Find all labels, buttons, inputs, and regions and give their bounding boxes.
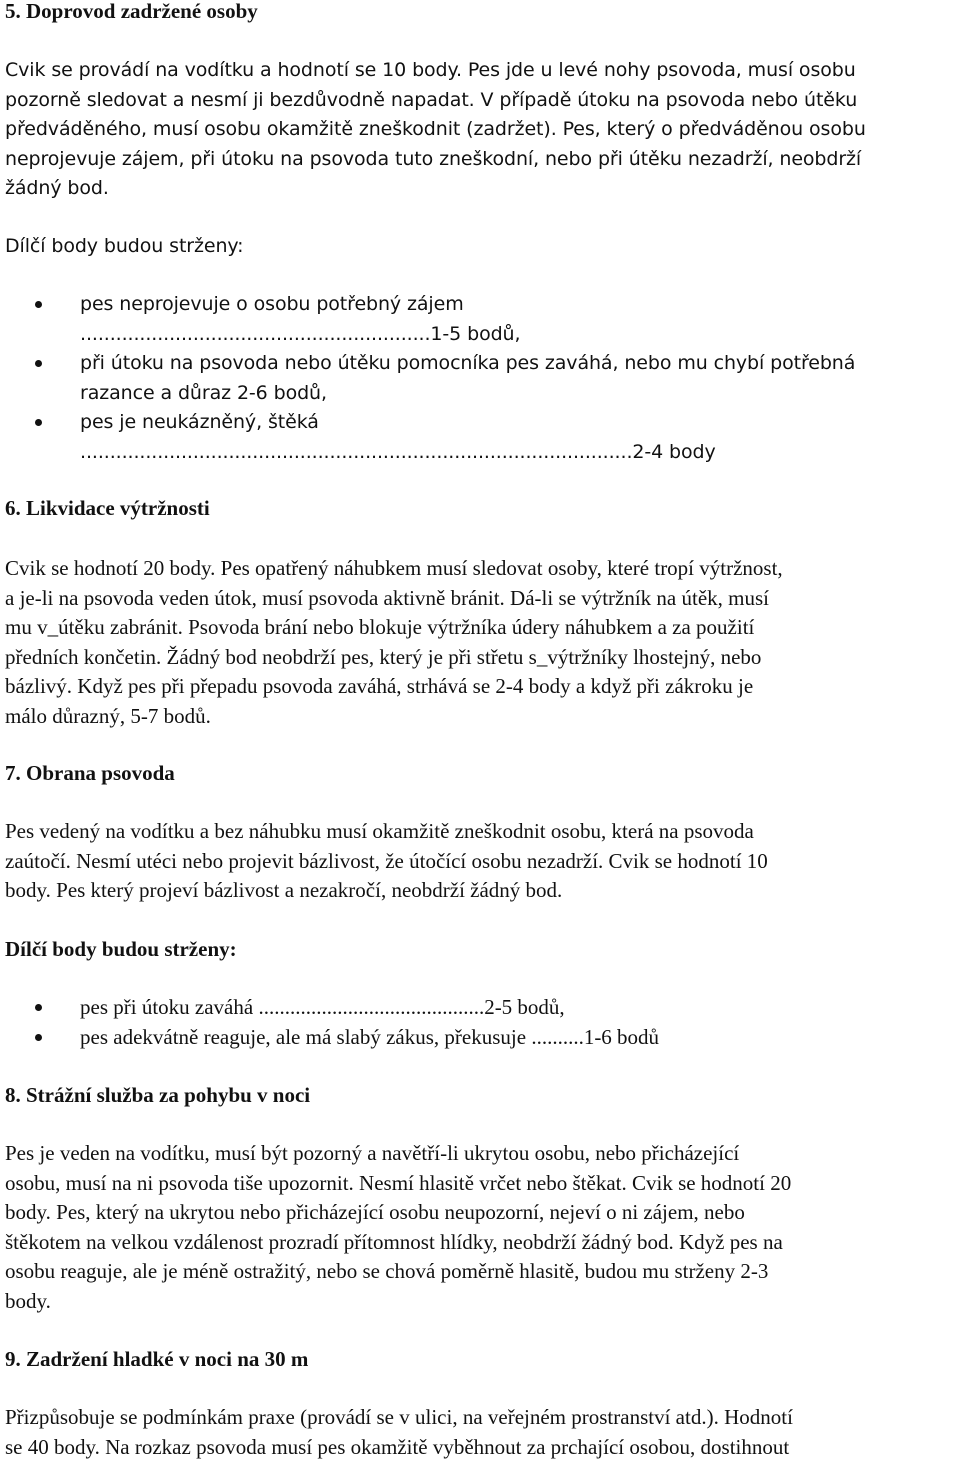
bullet-icon xyxy=(35,1004,42,1011)
paragraph-line: se 40 body. Na rozkaz psovoda musí pes okamžitě vyběhnout za prchající osobou, dostihnout xyxy=(5,1434,790,1459)
list-item-line: pes neprojevuje o osobu potřebný zájem xyxy=(80,293,464,315)
list-item-line: .............................................................................................2-4 body xyxy=(80,440,716,463)
list-item xyxy=(5,290,956,349)
section-8-heading: 8. Strážní služba za pohybu v noci xyxy=(5,1083,311,1107)
list-item-line: razance a důraz 2-6 bodů, xyxy=(80,381,327,404)
paragraph-line: pozorně sledovat a nesmí ji bezdůvodně napadat. V případě útoku na psovoda nebo útěku xyxy=(5,88,858,111)
paragraph-line: body. Pes který projeví bázlivost a nezakročí, neobdrží žádný bod. xyxy=(5,878,563,902)
list-item xyxy=(5,1023,956,1053)
list-item-line: při útoku na psovoda nebo útěku pomocníka pes zaváhá, nebo mu chybí potřebná xyxy=(80,352,856,374)
paragraph-line: předních končetin. Žádný bod neobdrží pes, který je při střetu s_výtržníky lhostejný, nebo xyxy=(5,644,762,669)
section-7-heading: 7. Obrana psovoda xyxy=(5,761,175,785)
section-9-heading: 9. Zadržení hladké v noci na 30 m xyxy=(5,1347,309,1371)
paragraph-line: Cvik se hodnotí 20 body. Pes opatřený náhubkem musí sledovat osoby, které tropí výtržnost, xyxy=(5,556,783,580)
paragraph-line: neprojevuje zájem, při útoku na psovoda tuto zneškodní, nebo při útěku nezadrží, neobdrží xyxy=(5,147,862,170)
section-7-paragraph xyxy=(5,817,956,906)
section-6-heading: 6. Likvidace výtržnosti xyxy=(5,496,210,520)
section-5-deductions-list xyxy=(5,290,956,467)
section-8-paragraph xyxy=(5,1139,956,1316)
list-item-line: pes je neukázněný, štěká xyxy=(80,411,319,433)
section-7-deductions-label: Dílčí body budou strženy: xyxy=(5,937,237,961)
paragraph-line: žádný bod. xyxy=(5,177,109,199)
list-item xyxy=(5,408,956,467)
paragraph-line: Přizpůsobuje se podmínkám praxe (provádí se v ulici, na veřejném prostranství atd.). Hodnotí xyxy=(5,1405,793,1429)
list-item-line: pes při útoku zaváhá ...........................................2-5 bodů, xyxy=(80,995,565,1019)
bullet-icon xyxy=(35,419,42,426)
list-item xyxy=(5,349,956,408)
section-5-heading: 5. Doprovod zadržené osoby xyxy=(5,0,258,23)
paragraph-line: Pes je veden na vodítku, musí být pozorný a navětří-li ukrytou osobu, nebo přicházející xyxy=(5,1141,740,1165)
paragraph-line: předváděného, musí osobu okamžitě zneškodnit (zadržet). Pes, který o předváděnou osobu xyxy=(5,118,866,140)
section-6-paragraph xyxy=(5,554,956,731)
bullet-icon xyxy=(35,301,42,308)
paragraph-line: štěkotem na velkou vzdálenost prozradí přítomnost hlídky, neobdrží žádný bod. Když pes na xyxy=(5,1229,783,1254)
bullet-icon xyxy=(35,1034,42,1041)
paragraph-line: body. Pes, který na ukrytou nebo přicházející osobu neupozorní, nejeví o ni zájem, nebo xyxy=(5,1200,745,1224)
paragraph-line: osobu reaguje, ale je méně ostražitý, nebo se chová poměrně hlasitě, budou mu strženy 2-3 xyxy=(5,1259,769,1283)
paragraph-line: Cvik se provádí na vodítku a hodnotí se 10 body. Pes jde u levé nohy psovoda, musí osobu xyxy=(5,59,856,81)
list-item-line: ...........................................................1-5 bodů, xyxy=(80,322,521,345)
bullet-icon xyxy=(35,360,42,367)
section-5-deductions-label: Dílčí body budou strženy: xyxy=(5,235,244,257)
list-item-line: pes adekvátně reaguje, ale má slabý zákus, překusuje ..........1-6 bodů xyxy=(80,1024,660,1049)
paragraph-line: bázlivý. Když pes při přepadu psovoda zaváhá, strhává se 2-4 body a když při zákroku je xyxy=(5,674,754,698)
section-5-paragraph xyxy=(5,56,956,204)
section-9-paragraph xyxy=(5,1403,956,1462)
paragraph-line: zaútočí. Nesmí utéci nebo projevit bázlivost, že útočící osobu nezadrží. Cvik se hodnotí 10 xyxy=(5,848,768,873)
paragraph-line: mu v_útěku zabránit. Psovoda brání nebo blokuje výtržníka údery náhubkem a za použití xyxy=(5,615,755,639)
section-7-deductions-list xyxy=(5,993,956,1052)
paragraph-line: osobu, musí na ni psovoda tiše upozornit. Nesmí hlasitě vrčet nebo štěkat. Cvik se hodnotí 20 xyxy=(5,1170,792,1195)
paragraph-line: body. xyxy=(5,1288,51,1313)
paragraph-line: Pes vedený na vodítku a bez náhubku musí okamžitě zneškodnit osobu, která na psovoda xyxy=(5,819,754,843)
paragraph-line: málo důrazný, 5-7 bodů. xyxy=(5,703,211,728)
paragraph-line: a je-li na psovoda veden útok, musí psovoda aktivně bránit. Dá-li se výtržník na útěk, musí xyxy=(5,585,769,610)
list-item xyxy=(5,993,956,1023)
